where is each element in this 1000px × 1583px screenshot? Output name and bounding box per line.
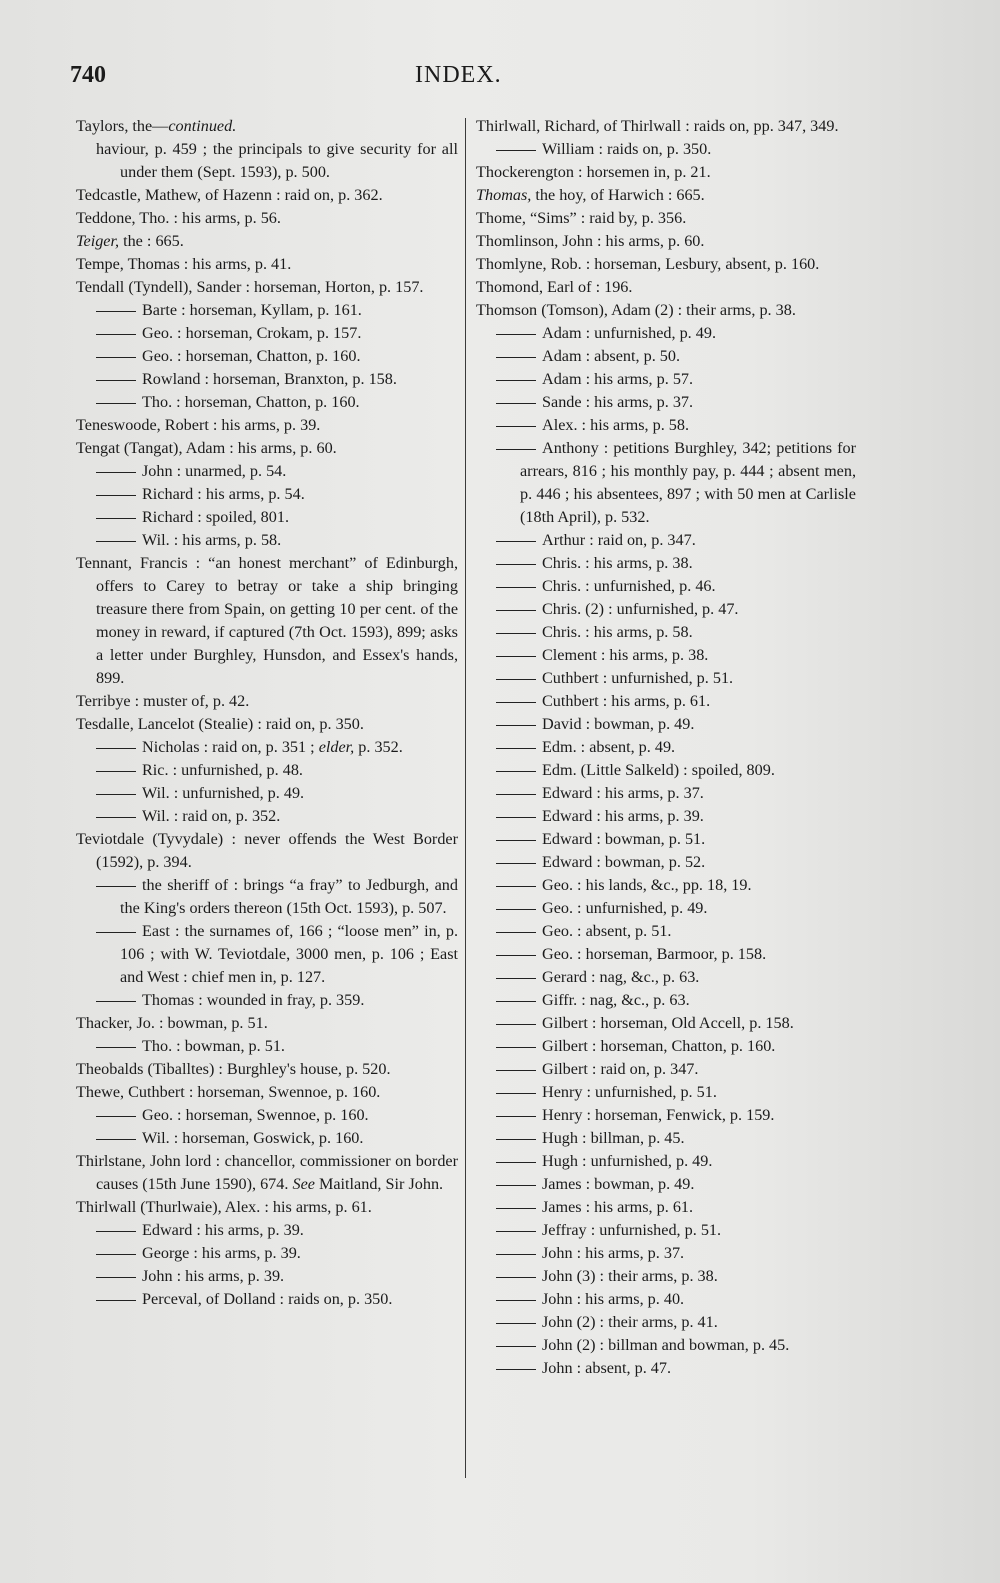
entry-text: Jeffray : unfurnished, p. 51. <box>542 1221 722 1239</box>
entry-text: Gilbert : horseman, Chatton, p. 160. <box>542 1037 776 1055</box>
entry-text: Adam : unfurnished, p. 49. <box>542 324 716 342</box>
entry-text-part: Thirlstane, John lord : chancellor, commissioner on border causes (15th June 1590), 674. <box>76 1152 458 1193</box>
entry-text: Wil. : unfurnished, p. 49. <box>142 784 305 802</box>
entry-text: Edward : bowman, p. 51. <box>542 830 706 848</box>
index-subentry <box>476 782 856 805</box>
entry-text: Teddone, Tho. : his arms, p. 56. <box>76 209 281 227</box>
index-subentry <box>476 920 856 943</box>
index-entry <box>476 253 856 276</box>
entry-text: Thirlwall (Thurlwaie), Alex. : his arms, p. 61. <box>76 1198 372 1216</box>
entry-text: Geo. : horseman, Swennoe, p. 160. <box>142 1106 369 1124</box>
entry-text: Thomson (Tomson), Adam (2) : their arms, p. 38. <box>476 301 796 319</box>
ditto-dash <box>496 1162 536 1163</box>
entry-text: John : unarmed, p. 54. <box>142 462 287 480</box>
entry-text: Adam : his arms, p. 57. <box>542 370 694 388</box>
ditto-dash <box>496 1208 536 1209</box>
entry-text: Hugh : billman, p. 45. <box>542 1129 685 1147</box>
ditto-dash <box>496 587 536 588</box>
index-subentry <box>476 805 856 828</box>
entry-text: Theobalds (Tiballtes) : Burghley's house, p. 520. <box>76 1060 391 1078</box>
ditto-dash <box>496 656 536 657</box>
ditto-dash <box>496 1139 536 1140</box>
index-subentry <box>476 368 856 391</box>
index-subentry <box>476 1311 856 1334</box>
ditto-dash <box>496 1277 536 1278</box>
index-subentry <box>476 736 856 759</box>
entry-text-part: Teiger, <box>76 232 120 250</box>
entry-text: Henry : horseman, Fenwick, p. 159. <box>542 1106 775 1124</box>
index-subentry <box>476 1127 856 1150</box>
entry-text: Thewe, Cuthbert : horseman, Swennoe, p. 160. <box>76 1083 381 1101</box>
ditto-dash <box>96 1300 136 1301</box>
index-subentry <box>476 667 856 690</box>
page-number: 740 <box>70 62 106 88</box>
ditto-dash <box>496 334 536 335</box>
index-entry <box>76 1196 458 1219</box>
index-subentry <box>476 943 856 966</box>
ditto-dash <box>96 334 136 335</box>
ditto-dash <box>496 679 536 680</box>
entry-text: Adam : absent, p. 50. <box>542 347 681 365</box>
entry-text: Clement : his arms, p. 38. <box>542 646 709 664</box>
entry-text: Tesdalle, Lancelot (Stealie) : raid on, p. 350. <box>76 715 364 733</box>
entry-text: Edward : his arms, p. 39. <box>542 807 704 825</box>
ditto-dash <box>496 702 536 703</box>
index-subentry <box>476 138 856 161</box>
index-subentry <box>476 828 856 851</box>
ditto-dash <box>496 748 536 749</box>
index-subentry <box>76 483 458 506</box>
index-subentry <box>476 690 856 713</box>
index-entry <box>76 713 458 736</box>
entry-text: Geo. : absent, p. 51. <box>542 922 672 940</box>
ditto-dash <box>96 380 136 381</box>
index-subentry <box>76 460 458 483</box>
entry-text: Geo. : his lands, &c., pp. 18, 19. <box>542 876 752 894</box>
index-entry <box>76 115 458 138</box>
index-entry <box>476 230 856 253</box>
entry-text: Chris. : his arms, p. 38. <box>542 554 693 572</box>
ditto-dash <box>496 150 536 151</box>
index-subentry <box>76 759 458 782</box>
ditto-dash <box>96 495 136 496</box>
entry-text-part: elder, <box>318 738 355 756</box>
ditto-dash <box>496 1047 536 1048</box>
entry-text: Teviotdale (Tyvydale) : never offends the West Border (1592), p. 394. <box>76 830 458 871</box>
ditto-dash <box>496 380 536 381</box>
entry-text: Thomas : wounded in fray, p. 359. <box>142 991 365 1009</box>
ditto-dash <box>496 955 536 956</box>
entry-text: Tho. : horseman, Chatton, p. 160. <box>142 393 360 411</box>
index-entry <box>76 1058 458 1081</box>
column-divider <box>465 118 466 1478</box>
index-subentry <box>476 1081 856 1104</box>
index-subentry <box>76 782 458 805</box>
ditto-dash <box>496 863 536 864</box>
ditto-dash <box>96 1001 136 1002</box>
entry-text: Chris. : his arms, p. 58. <box>542 623 693 641</box>
ditto-dash <box>96 541 136 542</box>
index-subentry <box>76 1104 458 1127</box>
entry-text: Hugh : unfurnished, p. 49. <box>542 1152 713 1170</box>
ditto-dash <box>96 1231 136 1232</box>
ditto-dash <box>96 518 136 519</box>
index-subentry <box>476 1334 856 1357</box>
index-subentry <box>476 1265 856 1288</box>
index-subentry <box>476 644 856 667</box>
entry-text: haviour, p. 459 ; the principals to give security for all under them (Sept. 1593), p. 500. <box>96 140 458 181</box>
index-entry <box>76 437 458 460</box>
entry-text-part: Thomas, <box>476 186 532 204</box>
index-subentry <box>76 1219 458 1242</box>
entry-text: Edward : his arms, p. 37. <box>542 784 704 802</box>
entry-text: John : his arms, p. 39. <box>142 1267 285 1285</box>
entry-text: Barte : horseman, Kyllam, p. 161. <box>142 301 362 319</box>
entry-text: John : his arms, p. 37. <box>542 1244 685 1262</box>
index-entry <box>76 1150 458 1196</box>
ditto-dash <box>96 817 136 818</box>
index-entry <box>76 1012 458 1035</box>
entry-text: Cuthbert : unfurnished, p. 51. <box>542 669 734 687</box>
entry-text: Perceval, of Dolland : raids on, p. 350. <box>142 1290 393 1308</box>
index-subentry <box>476 322 856 345</box>
entry-text: Tho. : bowman, p. 51. <box>142 1037 285 1055</box>
index-subentry <box>76 529 458 552</box>
ditto-dash <box>96 1047 136 1048</box>
ditto-dash <box>496 426 536 427</box>
running-title: INDEX. <box>415 62 502 88</box>
index-entry <box>76 184 458 207</box>
entry-text: Sande : his arms, p. 37. <box>542 393 694 411</box>
entry-text: George : his arms, p. 39. <box>142 1244 301 1262</box>
index-entry <box>76 207 458 230</box>
entry-text: Terribye : muster of, p. 42. <box>76 692 250 710</box>
index-entry <box>76 690 458 713</box>
index-column-right <box>476 115 856 1380</box>
ditto-dash <box>496 978 536 979</box>
entry-text: Thomlinson, John : his arms, p. 60. <box>476 232 705 250</box>
entry-text: Rowland : horseman, Branxton, p. 158. <box>142 370 397 388</box>
entry-text: Thacker, Jo. : bowman, p. 51. <box>76 1014 268 1032</box>
ditto-dash <box>96 1254 136 1255</box>
entry-text: James : bowman, p. 49. <box>542 1175 695 1193</box>
ditto-dash <box>496 817 536 818</box>
index-subentry <box>476 437 856 529</box>
entry-text: Arthur : raid on, p. 347. <box>542 531 696 549</box>
index-subentry <box>76 138 458 184</box>
entry-text: Tempe, Thomas : his arms, p. 41. <box>76 255 292 273</box>
entry-text: Wil. : his arms, p. 58. <box>142 531 282 549</box>
entry-text: Chris. : unfurnished, p. 46. <box>542 577 716 595</box>
entry-text: Thome, “Sims” : raid by, p. 356. <box>476 209 687 227</box>
entry-text: Edm. : absent, p. 49. <box>542 738 676 756</box>
ditto-dash <box>96 748 136 749</box>
entry-text-part: Maitland, Sir John. <box>314 1175 444 1193</box>
entry-text-part: the : 665. <box>119 232 184 250</box>
ditto-dash <box>496 633 536 634</box>
ditto-dash <box>496 357 536 358</box>
entry-text: Wil. : raid on, p. 352. <box>142 807 281 825</box>
ditto-dash <box>496 1254 536 1255</box>
entry-text: Alex. : his arms, p. 58. <box>542 416 690 434</box>
index-subentry <box>476 345 856 368</box>
index-column-left <box>76 115 458 1311</box>
ditto-dash <box>496 449 536 450</box>
index-subentry <box>76 920 458 989</box>
entry-text: Giffr. : nag, &c., p. 63. <box>542 991 690 1009</box>
entry-text: Thomlyne, Rob. : horseman, Lesbury, absent, p. 160. <box>476 255 820 273</box>
index-subentry <box>76 1127 458 1150</box>
ditto-dash <box>496 541 536 542</box>
page-header <box>70 62 870 102</box>
index-subentry <box>476 713 856 736</box>
ditto-dash <box>496 1346 536 1347</box>
entry-text: Henry : unfurnished, p. 51. <box>542 1083 717 1101</box>
entry-text: David : bowman, p. 49. <box>542 715 695 733</box>
entry-text: the sheriff of : brings “a fray” to Jedburgh, and the King's orders thereon (15th Oct. 1593), p. 507. <box>120 876 458 917</box>
entry-text: Tengat (Tangat), Adam : his arms, p. 60. <box>76 439 337 457</box>
index-subentry <box>476 575 856 598</box>
index-entry <box>76 552 458 690</box>
ditto-dash <box>96 1139 136 1140</box>
index-entry <box>76 828 458 874</box>
index-subentry <box>476 598 856 621</box>
entry-text: Tedcastle, Mathew, of Hazenn : raid on, p. 362. <box>76 186 383 204</box>
ditto-dash <box>96 357 136 358</box>
entry-text: Wil. : horseman, Goswick, p. 160. <box>142 1129 364 1147</box>
index-subentry <box>76 736 458 759</box>
ditto-dash <box>96 472 136 473</box>
ditto-dash <box>96 311 136 312</box>
index-subentry <box>476 1288 856 1311</box>
ditto-dash <box>96 794 136 795</box>
ditto-dash <box>496 1369 536 1370</box>
index-subentry <box>76 989 458 1012</box>
entry-text: John : absent, p. 47. <box>542 1359 672 1377</box>
ditto-dash <box>496 771 536 772</box>
entry-text: Edm. (Little Salkeld) : spoiled, 809. <box>542 761 775 779</box>
ditto-dash <box>96 1116 136 1117</box>
ditto-dash <box>96 932 136 933</box>
entry-text: Edward : his arms, p. 39. <box>142 1221 304 1239</box>
index-subentry <box>476 897 856 920</box>
ditto-dash <box>496 886 536 887</box>
entry-text: Thirlwall, Richard, of Thirlwall : raids on, pp. 347, 349. <box>476 117 839 135</box>
index-subentry <box>76 1288 458 1311</box>
index-entry <box>76 276 458 299</box>
entry-text: John (3) : their arms, p. 38. <box>542 1267 718 1285</box>
index-subentry <box>476 1357 856 1380</box>
index-entry <box>476 299 856 322</box>
ditto-dash <box>496 1323 536 1324</box>
index-entry <box>76 230 458 253</box>
entry-text-part: continued. <box>168 117 237 135</box>
ditto-dash <box>496 1093 536 1094</box>
entry-text: Thockerengton : horsemen in, p. 21. <box>476 163 711 181</box>
ditto-dash <box>496 1300 536 1301</box>
index-subentry <box>76 322 458 345</box>
index-subentry <box>76 1035 458 1058</box>
ditto-dash <box>496 1116 536 1117</box>
ditto-dash <box>96 771 136 772</box>
entry-text: Tennant, Francis : “an honest merchant” of Edinburgh, offers to Carey to betray or take a ship bringing treasure there from Spain, on getting 10 per cent. of the money in reward, if captured (7th Oct. 1593), 899; asks a letter under Burghley, Hunsdon, and Essex's hands, 899. <box>76 554 458 687</box>
ditto-dash <box>496 932 536 933</box>
index-subentry <box>476 391 856 414</box>
entry-text: Anthony : petitions Burghley, 342; petitions for arrears, 816 ; his monthly pay, p. 444 ; absent men, p. 446 ; his absentees, 897 ; with 50 men at Carlisle (18th April), p. 532. <box>520 439 856 526</box>
index-entry <box>476 115 856 138</box>
index-subentry <box>476 1196 856 1219</box>
index-subentry <box>476 989 856 1012</box>
index-subentry <box>76 345 458 368</box>
entry-text-part: Taylors, the— <box>76 117 169 135</box>
entry-text: Thomond, Earl of : 196. <box>476 278 633 296</box>
ditto-dash <box>496 1001 536 1002</box>
ditto-dash <box>496 1231 536 1232</box>
entry-text: East : the surnames of, 166 ; “loose men” in, p. 106 ; with W. Teviotdale, 3000 men, p. 106 ; East and West : chief men in, p. 127. <box>120 922 458 986</box>
index-subentry <box>76 368 458 391</box>
entry-text: William : raids on, p. 350. <box>542 140 712 158</box>
index-subentry <box>476 1035 856 1058</box>
entry-text-part: Nicholas : raid on, p. 351 ; <box>142 738 319 756</box>
index-entry <box>476 161 856 184</box>
ditto-dash <box>496 1070 536 1071</box>
index-entry <box>76 253 458 276</box>
index-subentry <box>476 552 856 575</box>
index-subentry <box>476 1012 856 1035</box>
entry-text: Geo. : unfurnished, p. 49. <box>542 899 708 917</box>
entry-text: Geo. : horseman, Chatton, p. 160. <box>142 347 361 365</box>
index-entry <box>476 207 856 230</box>
index-subentry <box>476 851 856 874</box>
index-entry <box>76 414 458 437</box>
index-subentry <box>476 874 856 897</box>
index-subentry <box>476 759 856 782</box>
entry-text: Cuthbert : his arms, p. 61. <box>542 692 711 710</box>
ditto-dash <box>96 403 136 404</box>
index-subentry <box>476 966 856 989</box>
entry-text: John (2) : billman and bowman, p. 45. <box>542 1336 790 1354</box>
entry-text-part: See <box>292 1175 315 1193</box>
ditto-dash <box>496 564 536 565</box>
entry-text-part: p. 352. <box>354 738 403 756</box>
ditto-dash <box>496 794 536 795</box>
index-subentry <box>76 805 458 828</box>
index-subentry <box>476 1173 856 1196</box>
ditto-dash <box>96 886 136 887</box>
ditto-dash <box>496 909 536 910</box>
index-subentry <box>76 391 458 414</box>
entry-text: Geo. : horseman, Crokam, p. 157. <box>142 324 362 342</box>
entry-text: Richard : his arms, p. 54. <box>142 485 305 503</box>
entry-text: Edward : bowman, p. 52. <box>542 853 706 871</box>
ditto-dash <box>496 840 536 841</box>
entry-text: James : his arms, p. 61. <box>542 1198 694 1216</box>
index-subentry <box>476 529 856 552</box>
entry-text: Gilbert : raid on, p. 347. <box>542 1060 699 1078</box>
index-subentry <box>476 414 856 437</box>
index-subentry <box>476 1104 856 1127</box>
entry-text: Ric. : unfurnished, p. 48. <box>142 761 303 779</box>
entry-text-part: the hoy, of Harwich : 665. <box>531 186 705 204</box>
entry-text: Gerard : nag, &c., p. 63. <box>542 968 700 986</box>
index-subentry <box>76 1265 458 1288</box>
index-subentry <box>76 299 458 322</box>
entry-text: John (2) : their arms, p. 41. <box>542 1313 718 1331</box>
index-subentry <box>76 506 458 529</box>
entry-text: Geo. : horseman, Barmoor, p. 158. <box>542 945 767 963</box>
index-entry <box>76 1081 458 1104</box>
ditto-dash <box>496 610 536 611</box>
ditto-dash <box>496 1024 536 1025</box>
ditto-dash <box>496 403 536 404</box>
index-subentry <box>476 1242 856 1265</box>
index-subentry <box>476 1150 856 1173</box>
entry-text: Gilbert : horseman, Old Accell, p. 158. <box>542 1014 794 1032</box>
ditto-dash <box>496 725 536 726</box>
index-entry <box>476 184 856 207</box>
entry-text: John : his arms, p. 40. <box>542 1290 685 1308</box>
ditto-dash <box>496 1185 536 1186</box>
entry-text: Chris. (2) : unfurnished, p. 47. <box>542 600 739 618</box>
entry-text: Tendall (Tyndell), Sander : horseman, Horton, p. 157. <box>76 278 424 296</box>
entry-text: Richard : spoiled, 801. <box>142 508 290 526</box>
index-entry <box>476 276 856 299</box>
ditto-dash <box>96 1277 136 1278</box>
index-subentry <box>476 621 856 644</box>
index-subentry <box>476 1219 856 1242</box>
index-subentry <box>476 1058 856 1081</box>
index-subentry <box>76 874 458 920</box>
index-subentry <box>76 1242 458 1265</box>
entry-text: Teneswoode, Robert : his arms, p. 39. <box>76 416 321 434</box>
